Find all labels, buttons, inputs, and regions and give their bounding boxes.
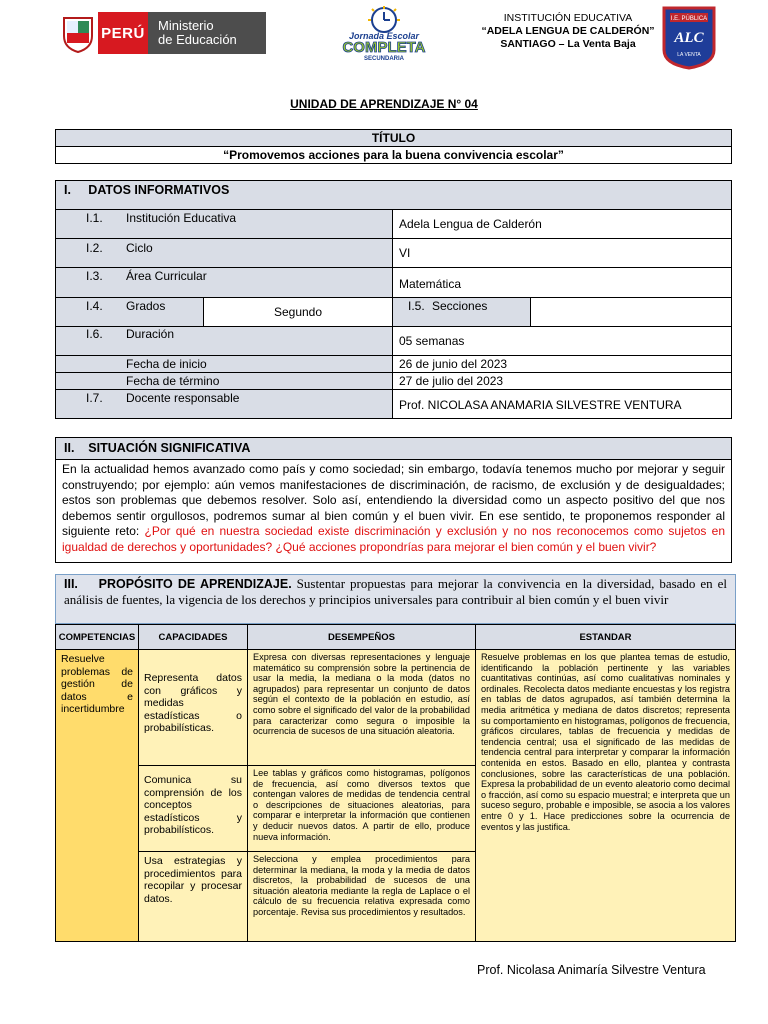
docente-value: Prof. NICOLASA ANAMARIA SILVESTRE VENTURA <box>392 389 732 419</box>
footer-signature: Prof. Nicolasa Animaría Silvestre Ventura <box>477 963 706 977</box>
institucion-value: Adela Lengua de Calderón <box>392 209 732 239</box>
svg-text:LA VENTA: LA VENTA <box>677 52 701 58</box>
peru-label: PERÚ <box>98 12 148 54</box>
situacion-reto: ¿Por qué en nuestra sociedad existe discriminación y exclusión y no nos reconocemos como sujetos en igualdad de derechos y oportunidades? ¿Qué acciones propondrías para mejorar el bien común y el buen vivir? <box>62 524 725 554</box>
row-num: I.7. <box>86 391 103 405</box>
peru-shield-icon <box>58 12 98 54</box>
fecha-termino-value: 27 de julio del 2023 <box>392 372 732 390</box>
duracion-value: 05 semanas <box>392 326 732 356</box>
estandar-cell: Resuelve problemas en los que plantea temas de estudio, identificando la población pertinente y las variables cuantitativas continúas, así como cualitativas nominales y ordinales. Recolecta datos mediante encuestas y los registra en tablas de datos agrupados, así también determina la media aritmética y mediana de datos discretos; representa su comportamiento en histogramas, polígonos de frecuencia, gráficos circulares, tablas de frecuencia y medidas de tendencia central; usa el significado de las medidas de tendencia central para interpretar y comparar la información contenida en estos. Basado en ello, plantea y contrasta conclusiones, sobre las características de una población. Expresa la probabilidad de un evento aleatorio como decimal o fracción, así como su espacio muestral; e interpreta que un suceso seguro, probable e imposible, se asocia a los valores entre 0 y 1. Hace predicciones sobre la ocurrencia de eventos y las justifica. <box>475 649 736 942</box>
svg-text:COMPLETA: COMPLETA <box>342 39 426 56</box>
row-label: Duración <box>126 327 175 341</box>
proposito-text: Sustentar propuestas para mejorar la convivencia en la diversidad, basado en el análisis de fuentes, la vigencia de los derechos y principios universales para contribuir al bien común y el buen vivir <box>64 576 728 607</box>
row-num: I.2. <box>86 241 103 255</box>
minedu-logo <box>58 12 266 54</box>
secciones-value <box>530 297 732 327</box>
capacidad-cell: Comunica su comprensión de los conceptos estadísticos y probabilísticos. <box>138 765 248 852</box>
fecha-inicio-value: 26 de junio del 2023 <box>392 355 732 373</box>
row-divider <box>55 355 393 356</box>
competencia-cell: Resuelve problemas de gestión de datos e incertidumbre <box>55 649 139 942</box>
row-label: Fecha de inicio <box>126 357 207 371</box>
grados-value: Segundo <box>203 297 393 327</box>
row-label: Docente responsable <box>126 391 240 405</box>
col-desempenos: DESEMPEÑOS <box>247 624 476 650</box>
capacidad-cell: Representa datos con gráficos y medidas estadísticas o probabilísticas. <box>138 649 248 766</box>
row-num: I.3. <box>86 269 103 283</box>
svg-text:I.E. PÚBLICA: I.E. PÚBLICA <box>670 16 708 22</box>
row-label: Ciclo <box>126 241 153 255</box>
row-label: Fecha de término <box>126 374 220 388</box>
titulo-label: TÍTULO <box>55 129 732 147</box>
row-divider <box>55 372 393 373</box>
row-num: I.4. <box>86 299 103 313</box>
ministerio-label: Ministerio de Educación <box>148 12 266 54</box>
row-divider <box>55 326 393 327</box>
jornada-escolar-logo <box>338 6 430 62</box>
row-divider <box>55 389 393 390</box>
row-num: I.6. <box>86 327 103 341</box>
proposito-header <box>55 574 736 624</box>
row-divider <box>55 238 393 239</box>
school-crest-icon <box>662 6 716 70</box>
proposito-heading: III. PROPÓSITO DE APRENDIZAJE. <box>64 577 292 591</box>
desempeno-cell: Expresa con diversas representaciones y lenguaje matemático su comprensión sobre la pertinencia de usar la media, la mediana o la moda (datos no agrupados) para representar un conjunto de datos según el contexto de la población en estudio, así como sobre el significado del valor de la probabilidad para caracterizar como segura o imposible la ocurrencia de sucesos de una situación aleatoria. <box>247 649 476 766</box>
situacion-heading: II. SITUACIÓN SIGNIFICATIVA <box>55 437 732 460</box>
row-label: Área Curricular <box>126 269 207 283</box>
institution-header: INSTITUCIÓN EDUCATIVA “ADELA LENGUA DE CALDERÓN” SANTIAGO – La Venta Baja <box>481 12 655 50</box>
area-value: Matemática <box>392 267 732 298</box>
svg-text:SECUNDARIA: SECUNDARIA <box>363 56 405 62</box>
situacion-text: En la actualidad hemos avanzado como país y como sociedad; sin embargo, todavía tenemos mucho por mejorar y seguir construyendo; por ejemplo: aún vemos manifestaciones de discriminación, de racismo, de exclusión y de desigualdades; estos son problemas que debemos resolver. Solo así, entendiendo la diversidad como un aspecto positivo del que nos debemos sentir orgullosos, podremos sumar al bien común y el buen vivir. En ese sentido, te proponemos responder al siguiente reto: <box>62 462 725 538</box>
row-label: Secciones <box>432 299 488 313</box>
row-divider <box>55 267 393 268</box>
situacion-body <box>55 459 732 563</box>
secciones-label-cell <box>392 297 531 327</box>
capacidad-cell: Usa estrategias y procedimientos para recopilar y procesar datos. <box>138 851 248 942</box>
ciclo-value: VI <box>392 238 732 268</box>
row-label: Institución Educativa <box>126 211 237 225</box>
row-num: I.1. <box>86 211 103 225</box>
svg-text:Jornada Escolar: Jornada Escolar <box>348 31 420 41</box>
datos-heading: I. DATOS INFORMATIVOS <box>55 180 732 210</box>
desempeno-cell: Selecciona y emplea procedimientos para determinar la mediana, la moda y la media de datos discretos, la probabilidad de sucesos de una situación aleatoria mediante la regla de Laplace o el cálculo de su frecuencia relativa expresada como porcentaje. Revisa sus procedimientos y resultados. <box>247 851 476 942</box>
row-num: I.5. <box>408 299 425 313</box>
col-competencias: COMPETENCIAS <box>55 624 139 650</box>
col-estandar: ESTANDAR <box>475 624 736 650</box>
desempeno-cell: Lee tablas y gráficos como histogramas, polígonos de frecuencia, así como diversos textos que contengan valores de medidas de tendencia central o descripciones de situaciones aleatorias, para comparar e interpretar la información que contienen y deducir nuevos datos. A partir de ello, produce nueva información. <box>247 765 476 852</box>
svg-text:ALC: ALC <box>674 30 704 46</box>
document-title: UNIDAD DE APRENDIZAJE N° 04 <box>290 97 478 111</box>
row-label: Grados <box>126 299 166 313</box>
col-capacidades: CAPACIDADES <box>138 624 248 650</box>
titulo-value: “Promovemos acciones para la buena convivencia escolar” <box>55 146 732 164</box>
